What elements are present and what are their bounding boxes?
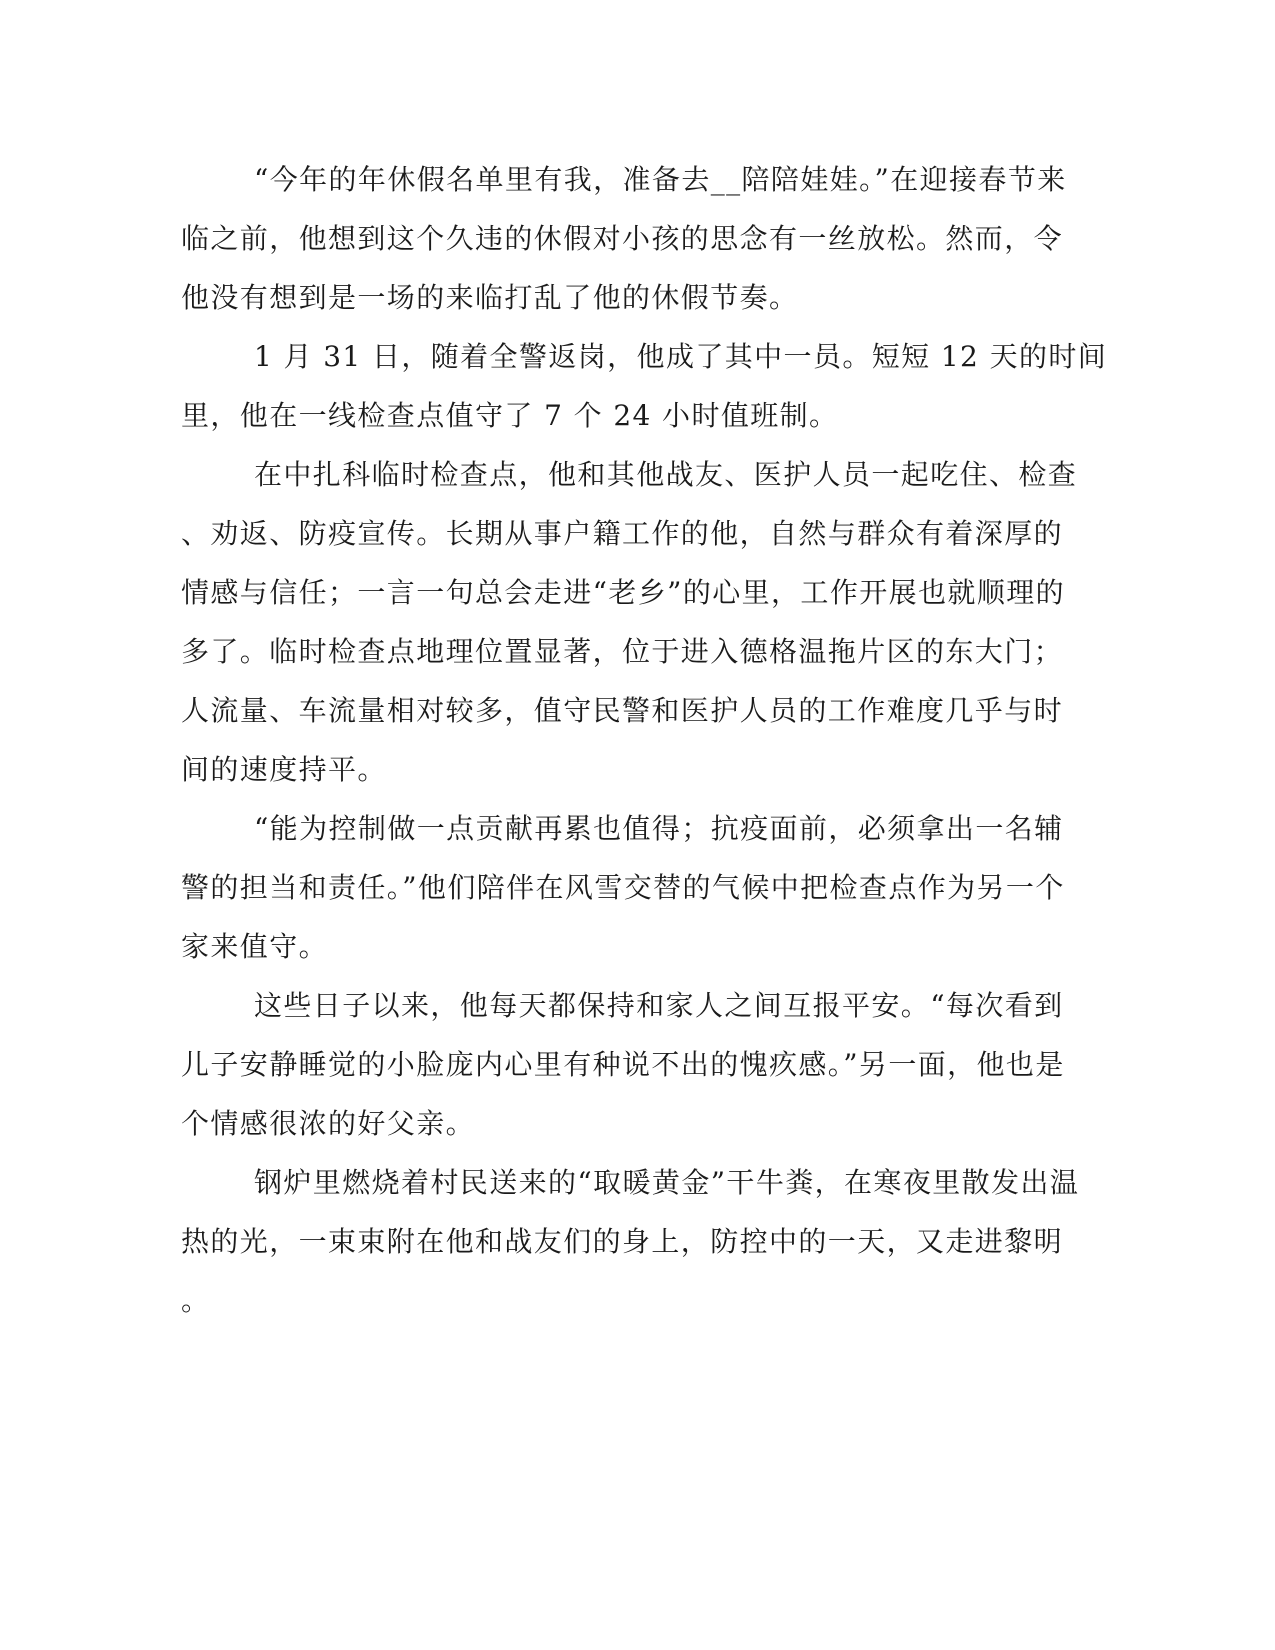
paragraph-5	[181, 976, 1065, 1153]
text-line: 。	[181, 1284, 211, 1317]
paragraph-6	[181, 1153, 1080, 1330]
text-line: 多了。临时检查点地理位置显著，位于进入德格温拖片区的东大门；	[181, 635, 1064, 668]
document-body	[181, 150, 1108, 1330]
text-line: 钢炉里燃烧着村民送来的“取暖黄金”干牛粪，在寒夜里散发出温	[254, 1166, 1080, 1199]
text-line: 个情感很浓的好父亲。	[181, 1107, 476, 1140]
text-line: 热的光，一束束附在他和战友们的身上，防控中的一天，又走进黎明	[181, 1225, 1064, 1258]
paragraph-1	[181, 150, 1067, 327]
text-line: 临之前，他想到这个久违的休假对小孩的思念有一丝放松。然而，令	[181, 222, 1064, 255]
text-line: “今年的年休假名单里有我，准备去__陪陪娃娃。”在迎接春节来	[254, 163, 1067, 196]
text-line: 警的担当和责任。”他们陪伴在风雪交替的气候中把检查点作为另一个	[181, 871, 1065, 904]
paragraph-2	[181, 327, 1108, 445]
text-line: 这些日子以来，他每天都保持和家人之间互报平安。“每次看到	[254, 989, 1064, 1022]
text-line: 在中扎科临时检查点，他和其他战友、医护人员一起吃住、检查	[254, 458, 1078, 491]
text-line: 里，他在一线检查点值守了 7 个 24 小时值班制。	[181, 399, 839, 432]
text-line: 、劝返、防疫宣传。长期从事户籍工作的他，自然与群众有着深厚的	[181, 517, 1064, 550]
text-line: 儿子安静睡觉的小脸庞内心里有种说不出的愧疚感。”另一面，他也是	[181, 1048, 1065, 1081]
text-line: 家来值守。	[181, 930, 329, 963]
text-line: 人流量、车流量相对较多，值守民警和医护人员的工作难度几乎与时	[181, 694, 1064, 727]
text-line: 1 月 31 日，随着全警返岗，他成了其中一员。短短 12 天的时间	[254, 340, 1108, 373]
text-line: “能为控制做一点贡献再累也值得；抗疫面前，必须拿出一名辅	[254, 812, 1064, 845]
text-line: 情感与信任；一言一句总会走进“老乡”的心里，工作开展也就顺理的	[181, 576, 1066, 609]
paragraph-4	[181, 799, 1065, 976]
text-line: 他没有想到是一场的来临打乱了他的休假节奏。	[181, 281, 799, 314]
paragraph-3	[181, 445, 1078, 799]
text-line: 间的速度持平。	[181, 753, 387, 786]
